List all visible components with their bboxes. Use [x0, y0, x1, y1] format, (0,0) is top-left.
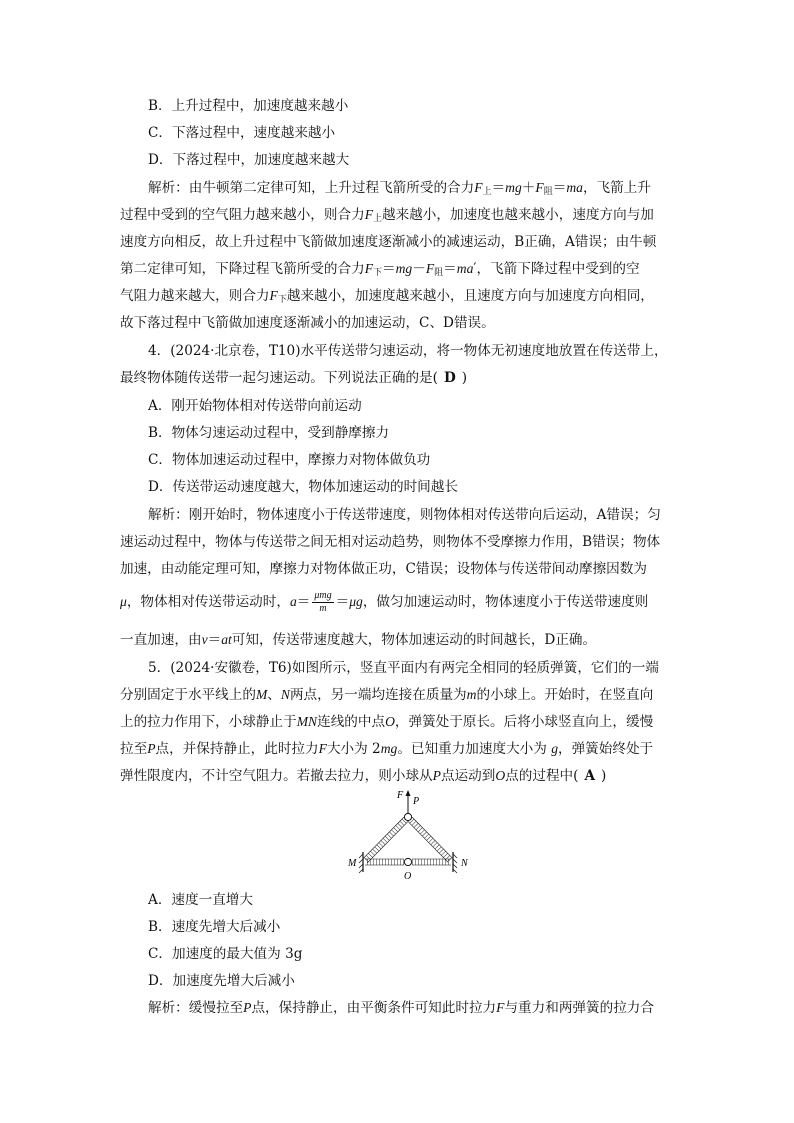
q5-stem-line-4: 拉至P点，并保持静止，此时拉力F大小为 2mg。已知重力加速度大小为 g，弹簧始终处于 — [120, 741, 654, 757]
q4-stem-line-2: 最终物体随传送带一起匀速运动。下列说法正确的是( D ) — [120, 370, 468, 386]
q4-analysis-line-5: 一直加速，由v＝at可知，传送带速度越大，物体加速运动的时间越长，D正确。 — [120, 632, 597, 648]
q4-analysis-line-2: 速运动过程中，物体与传送带之间无相对运动趋势，则物体不受摩擦力作用，B错误；物体 — [120, 534, 661, 550]
label-P: P — [413, 796, 420, 807]
q4-option-d: D．传送带运动速度越大，物体加速运动的时间越长 — [148, 479, 458, 495]
q5-option-c: C．加速度的最大值为 3g — [148, 946, 303, 962]
q3-option-b: B．上升过程中，加速度越来越小 — [148, 98, 349, 114]
left-wall-hatch — [359, 852, 363, 873]
q5-stem-line-3: 上的拉力作用下，小球静止于MN连线的中点O，弹簧处于原长。后将小球竖直向上，缓慢 — [120, 714, 654, 730]
arrow-head-icon — [406, 790, 411, 796]
q5-option-a: A．速度一直增大 — [148, 892, 253, 908]
q3-option-d: D．下落过程中，加速度越来越大 — [148, 152, 350, 168]
right-inclined-spring — [408, 817, 453, 863]
q4-answer: D — [443, 370, 456, 386]
fraction-mu-mg-over-m: $\frac{\text{μmg}}{m}$ — [314, 590, 332, 614]
q4-stem-line-1: 4．(2024·北京卷，T10)水平传送带匀速运动，将一物体无初速度地放置在传送带上， — [148, 343, 668, 359]
q3-analysis-line-4: 第二定律可知，下降过程飞箭所受的合力$F_下=mg-F_阻=ma'$，飞箭下降过程中受到的空 — [120, 261, 640, 278]
label-O: O — [404, 871, 412, 882]
q4-analysis-line-1: 解析：刚开始时，物体速度小于传送带速度，则物体相对传送带向后运动，A错误；匀 — [148, 507, 661, 523]
q3-analysis-line-3: 速度方向相反，故上升过程中飞箭做加速度逐渐减小的减速运动，B正确，A错误；由牛顿 — [120, 234, 657, 250]
right-wall-hatch — [453, 852, 457, 873]
q3-analysis-line-6: 故下落过程中飞箭做加速度逐渐减小的加速运动，C、D错误。 — [120, 315, 495, 331]
label-M: M — [348, 858, 357, 869]
q5-analysis-line-1: 解析：缓慢拉至P点，保持静止，由平衡条件可知此时拉力F与重力和两弹簧的拉力合 — [148, 1000, 654, 1016]
q4-option-c: C．物体加速运动过程中，摩擦力对物体做负功 — [148, 452, 431, 468]
right-horizontal-spring — [412, 859, 451, 865]
ball-at-O — [404, 858, 411, 865]
q3-analysis-line-2: 过程中受到的空气阻力越来越小，则合力$F_上$越来越小，加速度也越来越小，速度方向与加 — [120, 207, 654, 224]
q5-option-d: D．加速度先增大后减小 — [148, 973, 295, 989]
left-inclined-spring — [363, 817, 408, 863]
q3-analysis-line-5: 气阻力越来越大，则合力$F_下$越来越小，加速度越来越小，且速度方向与加速度方向相同， — [120, 288, 654, 305]
label-N: N — [461, 858, 468, 869]
q4-analysis-line-3: 加速，由动能定理可知，摩擦力对物体做正功，C错误；设物体与传送带间动摩擦因数为 — [120, 561, 647, 577]
q5-stem-line-2: 分别固定于水平线上的M、N两点，另一端均连接在质量为m的小球上。开始时，在竖直向 — [120, 687, 654, 703]
q5-stem-line-1: 5．(2024·安徽卷，T6)如图所示，竖直平面内有两完全相同的轻质弹簧，它们的一端 — [148, 660, 659, 676]
ball-at-P — [404, 813, 411, 820]
spring-ball-figure — [340, 788, 480, 884]
q4-option-b: B．物体匀速运动过程中，受到静摩擦力 — [148, 425, 390, 441]
q5-answer: A — [584, 768, 596, 784]
q4-option-a: A．刚开始物体相对传送带向前运动 — [148, 398, 362, 414]
q4-analysis-line-4: μ，物体相对传送带运动时，a＝ $\frac{\text{μmg}}{m}$ ＝μg，做匀加速运动时，物体速度小于传送带速度则 — [120, 590, 649, 614]
q5-option-b: B．速度先增大后减小 — [148, 919, 281, 935]
q5-stem-line-5: 弹性限度内，不计空气阻力。若撤去拉力，则小球从P点运动到O点的过程中( A ) — [120, 768, 607, 784]
left-horizontal-spring — [365, 859, 404, 865]
label-F: F — [397, 790, 404, 801]
q3-analysis-line-1: 解析：由牛顿第二定律可知，上升过程飞箭所受的合力$F_上=mg+F_阻=ma$，飞箭上升 — [148, 180, 651, 197]
q3-option-c: C．下落过程中，速度越来越小 — [148, 125, 336, 141]
